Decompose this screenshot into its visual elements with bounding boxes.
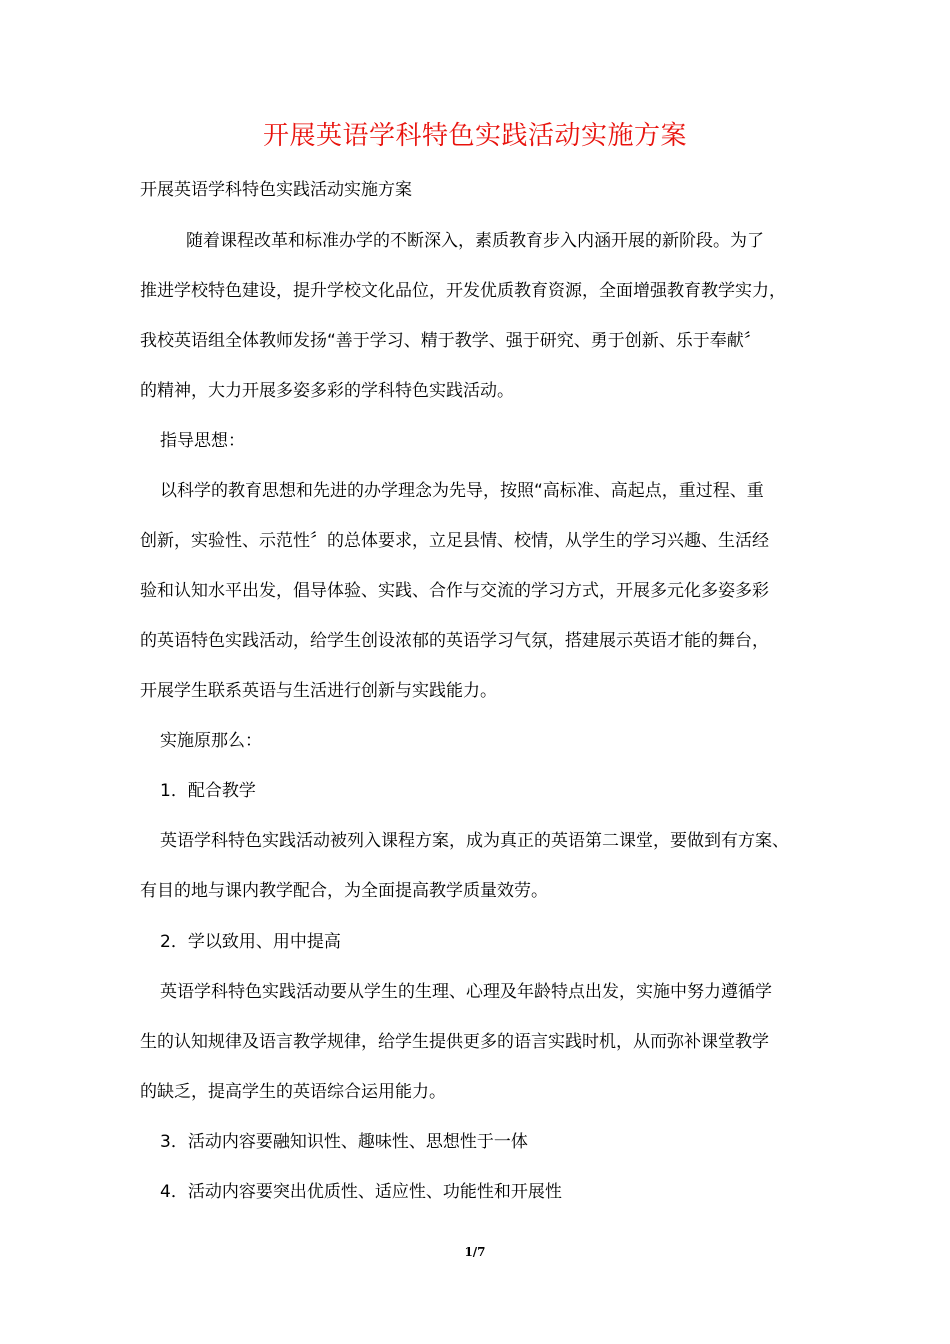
page-number: 1/7 (464, 1245, 486, 1259)
list-item-heading: 2．学以致用、用中提高 (160, 932, 341, 952)
paragraph-line: 的精神，大力开展多姿多彩的学科特色实践活动。 (140, 381, 514, 401)
paragraph-line: 的英语特色实践活动，给学生创设浓郁的英语学习气氛，搭建展示英语才能的舞台， (140, 631, 769, 651)
document-subtitle: 开展英语学科特色实践活动实施方案 (140, 180, 412, 200)
paragraph-line: 验和认知水平出发，倡导体验、实践、合作与交流的学习方式，开展多元化多姿多彩 (140, 581, 769, 601)
section-heading: 指导思想： (160, 431, 245, 451)
paragraph-line: 生的认知规律及语言教学规律，给学生提供更多的语言实践时机，从而弥补课堂教学 (140, 1032, 769, 1052)
paragraph-line: 创新，实验性、示范性〞的总体要求，立足县情、校情，从学生的学习兴趣、生活经 (140, 531, 769, 551)
list-item-heading: 1．配合教学 (160, 781, 256, 801)
paragraph-line: 的缺乏，提高学生的英语综合运用能力。 (140, 1082, 446, 1102)
list-item-heading: 3．活动内容要融知识性、趣味性、思想性于一体 (160, 1132, 528, 1152)
paragraph-line: 有目的地与课内教学配合，为全面提高教学质量效劳。 (140, 881, 548, 901)
paragraph-line: 推进学校特色建设，提升学校文化品位，开发优质教育资源，全面增强教育教学实力， (140, 281, 786, 301)
paragraph-line: 随着课程改革和标准办学的不断深入，素质教育步入内涵开展的新阶段。为了 (186, 231, 764, 251)
paragraph-line: 开展学生联系英语与生活进行创新与实践能力。 (140, 681, 497, 701)
document-title: 开展英语学科特色实践活动实施方案 (262, 121, 687, 151)
section-heading: 实施原那么： (160, 731, 262, 751)
paragraph-line: 以科学的教育思想和先进的办学理念为先导，按照“高标准、高起点，重过程、重 (160, 481, 764, 501)
list-item-heading: 4．活动内容要突出优质性、适应性、功能性和开展性 (160, 1182, 562, 1202)
paragraph-line: 英语学科特色实践活动被列入课程方案，成为真正的英语第二课堂，要做到有方案、 (160, 831, 789, 851)
paragraph-line: 我校英语组全体教师发扬“善于学习、精于教学、强于研究、勇于创新、乐于奉献〞 (140, 331, 761, 351)
paragraph-line: 英语学科特色实践活动要从学生的生理、心理及年龄特点出发，实施中努力遵循学 (160, 982, 772, 1002)
